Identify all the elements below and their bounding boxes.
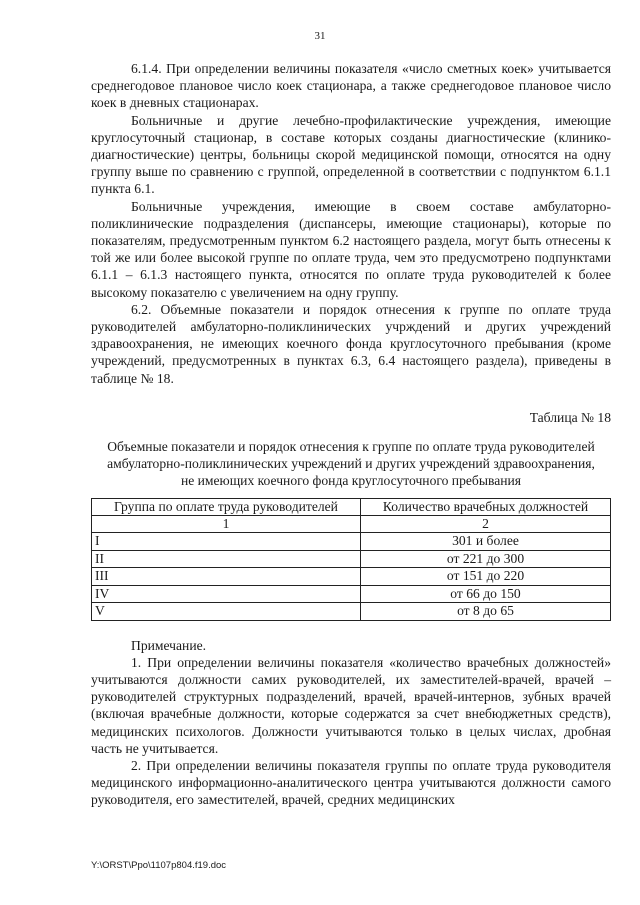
group-cell: V — [92, 603, 361, 620]
column-number-1: 1 — [92, 516, 361, 533]
group-cell: II — [92, 550, 361, 567]
table-row — [92, 568, 611, 585]
column-number-2: 2 — [361, 516, 611, 533]
paragraph-ambulatory-units: Больничные учреждения, имеющие в своем составе амбулаторно-поликлинические подразделения (диспансеры, имеющие стационары), которые по показателям, предусмотренным пунктом 6.2 настоящего раздела, могут быть отнесены к той же или более высокой группе по оплате труда, чем это предусмотрено подпунктами 6.1.1 – 6.1.3 настоящего пункта, относятся по оплате труда руководителей к более высокому показателю с увеличением на одну группу. — [91, 198, 611, 300]
positions-cell: 301 и более — [361, 533, 611, 550]
paragraph-diagnostic-centers: Больничные и другие лечебно-профилактические учреждения, имеющие круглосуточный стационар, в составе которых созданы диагностические (клинико-диагностические) центры, больницы скорой медицинской помощи, относятся на одну группу выше по сравнению с группой, определенной в соответствии с подпунктом 6.1.1 пункта 6.1. — [91, 112, 611, 197]
positions-cell: от 66 до 150 — [361, 585, 611, 602]
paragraph-6-2: 6.2. Объемные показатели и порядок отнесения к группе по оплате труда руководителей амбулаторно-поликлинических учрждений и других учреждений здравоохранения, не имеющих коечного фонда круглосуточного пребывания (кроме учреждений, предусмотренных в пунктах 6.3, 6.4 настоящего раздела), приведены в таблице № 18. — [91, 301, 611, 386]
table-row — [92, 585, 611, 602]
table-title: Объемные показатели и порядок отнесения к группе по оплате труда руководителей амбулаторно-поликлинических учреждений и других учреждений здравоохранения, не имеющих коечного фонда круглосуточного пребывания — [107, 439, 595, 489]
page-number: 31 — [314, 30, 326, 42]
table-column-numbers-row — [92, 516, 611, 533]
group-cell: III — [92, 568, 361, 585]
document-body — [91, 60, 611, 809]
table-row — [92, 533, 611, 550]
positions-cell: от 8 до 65 — [361, 603, 611, 620]
table-header-positions: Количество врачебных должностей — [361, 498, 611, 515]
table-row — [92, 550, 611, 567]
table-header-group: Группа по оплате труда руководителей — [92, 498, 361, 515]
group-cell: I — [92, 533, 361, 550]
footer-file-path: Y:\ORST\Ppo\1107p804.f19.doc — [91, 860, 227, 871]
table-label: Таблица № 18 — [529, 409, 611, 425]
table-header-row — [92, 498, 611, 515]
positions-cell: от 151 до 220 — [361, 568, 611, 585]
volume-table — [91, 498, 611, 621]
group-cell: IV — [92, 585, 361, 602]
paragraph-6-1-4: 6.1.4. При определении величины показателя «число сметных коек» учитывается среднегодовое плановое число коек стационара, а также среднегодовое плановое число коек в дневных стационарах. — [91, 61, 611, 111]
note-paragraph-1: 1. При определении величины показателя «количество врачебных должностей» учитываются должности самих руководителей, их заместителей-врачей, врачей – руководителей структурных подразделений, врачей, врачей-интернов, зубных врачей (включая врачебные должности, которые содержатся за счет внебюджетных средств), медицинских психологов. Должности учитываются только в целых числах, дробная часть не учитывается. — [91, 654, 611, 756]
note-paragraph-2: 2. При определении величины показателя группы по оплате труда руководителя медицинского информационно-аналитического центра учитываются должности самого руководителя, его заместителей, врачей, средних медицинских — [91, 757, 611, 808]
positions-cell: от 221 до 300 — [361, 550, 611, 567]
note-heading: Примечание. — [131, 637, 207, 653]
table-row — [92, 603, 611, 620]
